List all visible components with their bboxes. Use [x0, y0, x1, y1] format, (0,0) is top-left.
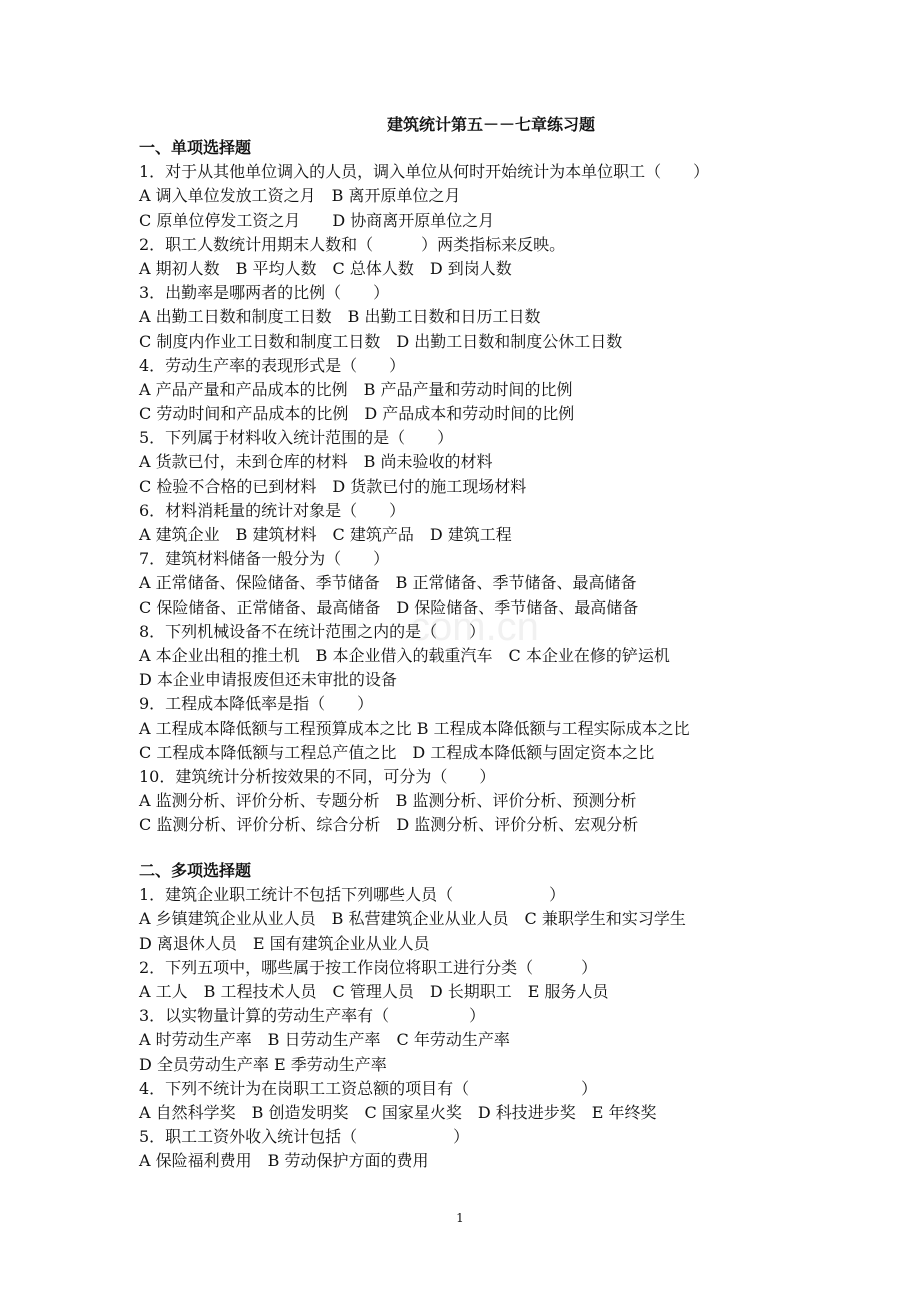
- question-line: D 本企业申请报废但还未审批的设备: [139, 670, 397, 690]
- question-line: A 时劳动生产率 B 日劳动生产率 C 年劳动生产率: [139, 1030, 510, 1050]
- question-line: 8．下列机械设备不在统计范围之内的是（ ）: [139, 621, 486, 641]
- question-line: A 出勤工日数和制度工日数 B 出勤工日数和日历工日数: [139, 307, 541, 327]
- question-line: 4．劳动生产率的表现形式是（ ）: [139, 355, 406, 375]
- question-line: 7．建筑材料储备一般分为（ ）: [139, 549, 390, 569]
- question-line: 9．工程成本降低率是指（ ）: [139, 694, 374, 714]
- question-line: 2．职工人数统计用期末人数和（ ）两类指标来反映。: [139, 234, 566, 254]
- question-line: A 工程成本降低额与工程预算成本之比 B 工程成本降低额与工程实际成本之比: [139, 718, 690, 738]
- question-line: 4．下列不统计为在岗职工工资总额的项目有（ ）: [139, 1078, 598, 1098]
- section-heading: 一、单项选择题: [139, 138, 252, 157]
- question-line: C 检验不合格的已到材料 D 货款已付的施工现场材料: [139, 476, 527, 496]
- question-line: A 保险福利费用 B 劳动保护方面的费用: [139, 1151, 429, 1171]
- question-line: C 保险储备、正常储备、最高储备 D 保险储备、季节储备、最高储备: [139, 597, 639, 617]
- question-line: A 期初人数 B 平均人数 C 总体人数 D 到岗人数: [139, 258, 512, 278]
- question-line: A 货款已付，未到仓库的材料 B 尚未验收的材料: [139, 452, 493, 472]
- question-line: 1．建筑企业职工统计不包括下列哪些人员（ ）: [139, 885, 566, 905]
- question-line: 2．下列五项中，哪些属于按工作岗位将职工进行分类（ ）: [139, 957, 598, 977]
- question-line: 5．下列属于材料收入统计范围的是（ ）: [139, 428, 454, 448]
- question-line: A 自然科学奖 B 创造发明奖 C 国家星火奖 D 科技进步奖 E 年终奖: [139, 1102, 657, 1122]
- question-line: A 产品产量和产品成本的比例 B 产品产量和劳动时间的比例: [139, 379, 573, 399]
- question-line: 5．职工工资外收入统计包括（ ）: [139, 1127, 470, 1147]
- question-line: C 劳动时间和产品成本的比例 D 产品成本和劳动时间的比例: [139, 404, 575, 424]
- watermark: com.cn: [410, 605, 539, 649]
- section-single-choice: [139, 136, 899, 837]
- question-line: A 乡镇建筑企业从业人员 B 私营建筑企业从业人员 C 兼职学生和实习学生: [139, 909, 686, 929]
- question-line: C 工程成本降低额与工程总产值之比 D 工程成本降低额与固定资本之比: [139, 742, 655, 762]
- question-line: 1．对于从其他单位调入的人员，调入单位从何时开始统计为本单位职工（ ）: [139, 162, 710, 182]
- question-line: A 调入单位发放工资之月 B 离开原单位之月: [139, 186, 461, 206]
- page-number: 1: [456, 1211, 464, 1225]
- question-line: A 建筑企业 B 建筑材料 C 建筑产品 D 建筑工程: [139, 525, 512, 544]
- question-line: C 监测分析、评价分析、综合分析 D 监测分析、评价分析、宏观分析: [139, 815, 639, 835]
- question-line: A 工人 B 工程技术人员 C 管理人员 D 长期职工 E 服务人员: [139, 981, 609, 1001]
- question-line: 6．材料消耗量的统计对象是（ ）: [139, 500, 406, 520]
- section-heading: 二、多项选择题: [139, 861, 252, 880]
- question-line: 3．出勤率是哪两者的比例（ ）: [139, 283, 390, 303]
- question-line: D 离退休人员 E 国有建筑企业从业人员: [139, 933, 430, 953]
- question-line: 10．建筑统计分析按效果的不同，可分为（ ）: [139, 766, 496, 786]
- question-line: A 正常储备、保险储备、季节储备 B 正常储备、季节储备、最高储备: [139, 573, 637, 593]
- question-line: A 本企业出租的推土机 B 本企业借入的载重汽车 C 本企业在修的铲运机: [139, 645, 670, 665]
- question-line: 3．以实物量计算的劳动生产率有（ ）: [139, 1006, 486, 1026]
- question-line: C 制度内作业工日数和制度工日数 D 出勤工日数和制度公休工日数: [139, 331, 623, 351]
- question-line: D 全员劳动生产率 E 季劳动生产率: [139, 1054, 387, 1074]
- page-title: 建筑统计第五－－七章练习题: [386, 115, 595, 134]
- question-line: A 监测分析、评价分析、专题分析 B 监测分析、评价分析、预测分析: [139, 791, 637, 811]
- section-multiple-choice: [139, 859, 899, 1173]
- question-line: C 原单位停发工资之月 D 协商离开原单位之月: [139, 210, 495, 230]
